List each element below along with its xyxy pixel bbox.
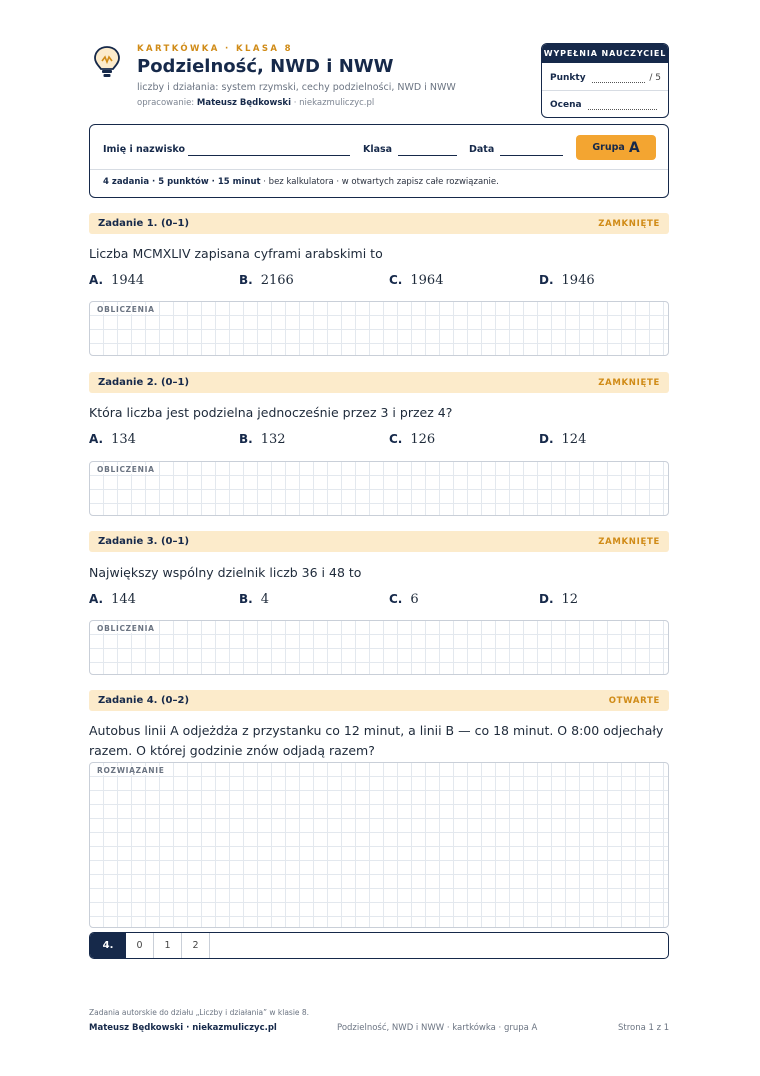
teacher-box — [541, 43, 669, 118]
task-question: Autobus linii A odjeżdża z przystanku co 12 minut, a linii B — co 18 minut. O 8:00 odjechały razem. O której godzinie znów odjadą razem? — [89, 723, 664, 758]
task-title: Zadanie 3. (0–1) — [98, 536, 190, 547]
task-kind: ZAMKNIĘTE — [598, 218, 660, 229]
test-info-summary: 4 zadania · 5 punktów · 15 minut — [103, 177, 261, 187]
points-label: Punkty — [550, 73, 586, 83]
class-label: Klasa — [363, 144, 393, 155]
option-letter: D. — [539, 432, 554, 446]
option-letter: A. — [89, 592, 104, 606]
author-name: Mateusz Będkowski — [196, 98, 292, 108]
answer-option[interactable] — [389, 432, 435, 447]
option-letter: D. — [539, 273, 554, 287]
option-letter: C. — [389, 432, 403, 446]
kicker-text: KARTKÓWKA · KLASA 8 — [137, 44, 294, 54]
author-line — [137, 98, 374, 108]
grid-caption: OBLICZENIA — [97, 305, 155, 314]
option-value: 4 — [260, 592, 269, 607]
footer-title: Podzielność, NWD i NWW · kartkówka · grupa A — [337, 1023, 538, 1033]
task-question: Liczba MCMXLIV zapisana cyframi arabskimi to — [89, 246, 383, 261]
points-max: / 5 — [649, 73, 661, 83]
answer-option[interactable] — [389, 273, 443, 288]
task-title: Zadanie 4. (0–2) — [98, 695, 190, 706]
option-letter: B. — [239, 432, 253, 446]
page-subtitle: liczby i działania: system rzymski, cechy podzielności, NWD i NWW — [137, 82, 456, 93]
grid-caption: OBLICZENIA — [97, 465, 155, 474]
points-row — [550, 73, 661, 83]
class-field[interactable] — [398, 155, 457, 156]
option-value: 144 — [111, 592, 136, 607]
score-option[interactable]: 2 — [182, 933, 210, 958]
task-kind: OTWARTE — [608, 695, 660, 706]
answer-option[interactable] — [539, 273, 595, 288]
score-option[interactable]: 1 — [154, 933, 182, 958]
option-value: 6 — [410, 592, 419, 607]
option-letter: B. — [239, 592, 253, 606]
task-kind: ZAMKNIĘTE — [598, 377, 660, 388]
score-task-number: 4. — [90, 933, 126, 958]
answer-option[interactable] — [539, 592, 578, 607]
option-letter: C. — [389, 273, 403, 287]
calculation-grid[interactable] — [89, 620, 669, 675]
task-header — [89, 690, 669, 711]
points-field[interactable] — [592, 74, 646, 83]
calculation-grid[interactable] — [89, 301, 669, 356]
option-value: 2166 — [260, 273, 294, 288]
option-letter: A. — [89, 273, 104, 287]
grade-field[interactable] — [588, 101, 657, 110]
grade-label: Ocena — [550, 100, 582, 110]
footer-note: Zadania autorskie do działu „Liczby i działania” w klasie 8. — [89, 1008, 310, 1017]
page-number: Strona 1 z 1 — [618, 1023, 670, 1033]
option-value: 12 — [561, 592, 579, 607]
teacher-divider — [542, 90, 668, 91]
answer-option[interactable] — [239, 592, 269, 607]
teacher-box-title: WYPEŁNIA NAUCZYCIEL — [542, 44, 668, 63]
task-title: Zadanie 2. (0–1) — [98, 377, 190, 388]
option-value: 124 — [561, 432, 587, 447]
answer-option[interactable] — [89, 592, 136, 607]
test-info-rules: · bez kalkulatora · w otwartych zapisz całe rozwiązanie. — [263, 177, 499, 187]
grid-caption: ROZWIĄZANIE — [97, 766, 165, 775]
task-question: Największy wspólny dzielnik liczb 36 i 48 to — [89, 565, 362, 580]
score-option[interactable]: 0 — [126, 933, 154, 958]
name-label: Imię i nazwisko — [103, 144, 185, 155]
answer-option[interactable] — [89, 273, 144, 288]
option-letter: C. — [389, 592, 403, 606]
solution-grid[interactable] — [89, 762, 669, 928]
score-bar — [89, 932, 669, 959]
answer-option[interactable] — [239, 273, 294, 288]
option-value: 1946 — [561, 273, 595, 288]
date-label: Data — [469, 144, 495, 155]
option-letter: B. — [239, 273, 253, 287]
grid-caption: OBLICZENIA — [97, 624, 155, 633]
answer-option[interactable] — [239, 432, 286, 447]
date-field[interactable] — [500, 155, 563, 156]
group-badge — [576, 135, 656, 160]
task-header — [89, 372, 669, 393]
test-info — [103, 177, 499, 187]
option-value: 1964 — [410, 273, 444, 288]
page-title: Podzielność, NWD i NWW — [137, 56, 394, 77]
group-label: Grupa — [592, 142, 625, 153]
answer-option[interactable] — [389, 592, 419, 607]
grade-row — [550, 100, 661, 110]
option-value: 126 — [410, 432, 436, 447]
option-value: 1944 — [111, 273, 145, 288]
option-value: 134 — [111, 432, 136, 447]
task-header — [89, 531, 669, 552]
calculation-grid[interactable] — [89, 461, 669, 516]
author-site: · niekazmuliczyc.pl — [293, 98, 375, 108]
group-value: A — [628, 139, 640, 156]
name-field[interactable] — [188, 155, 350, 156]
answer-option[interactable] — [539, 432, 586, 447]
option-letter: D. — [539, 592, 554, 606]
lightbulb-icon — [91, 44, 123, 80]
footer-author: Mateusz Będkowski · niekazmuliczyc.pl — [89, 1023, 277, 1033]
author-prefix: opracowanie: — [137, 98, 195, 108]
answer-option[interactable] — [89, 432, 136, 447]
student-info-box — [89, 124, 669, 198]
option-letter: A. — [89, 432, 104, 446]
task-question: Która liczba jest podzielna jednocześnie przez 3 i przez 4? — [89, 405, 453, 420]
task-kind: ZAMKNIĘTE — [598, 536, 660, 547]
task-title: Zadanie 1. (0–1) — [98, 218, 190, 229]
task-header — [89, 213, 669, 234]
option-value: 132 — [260, 432, 286, 447]
student-divider — [90, 169, 668, 170]
